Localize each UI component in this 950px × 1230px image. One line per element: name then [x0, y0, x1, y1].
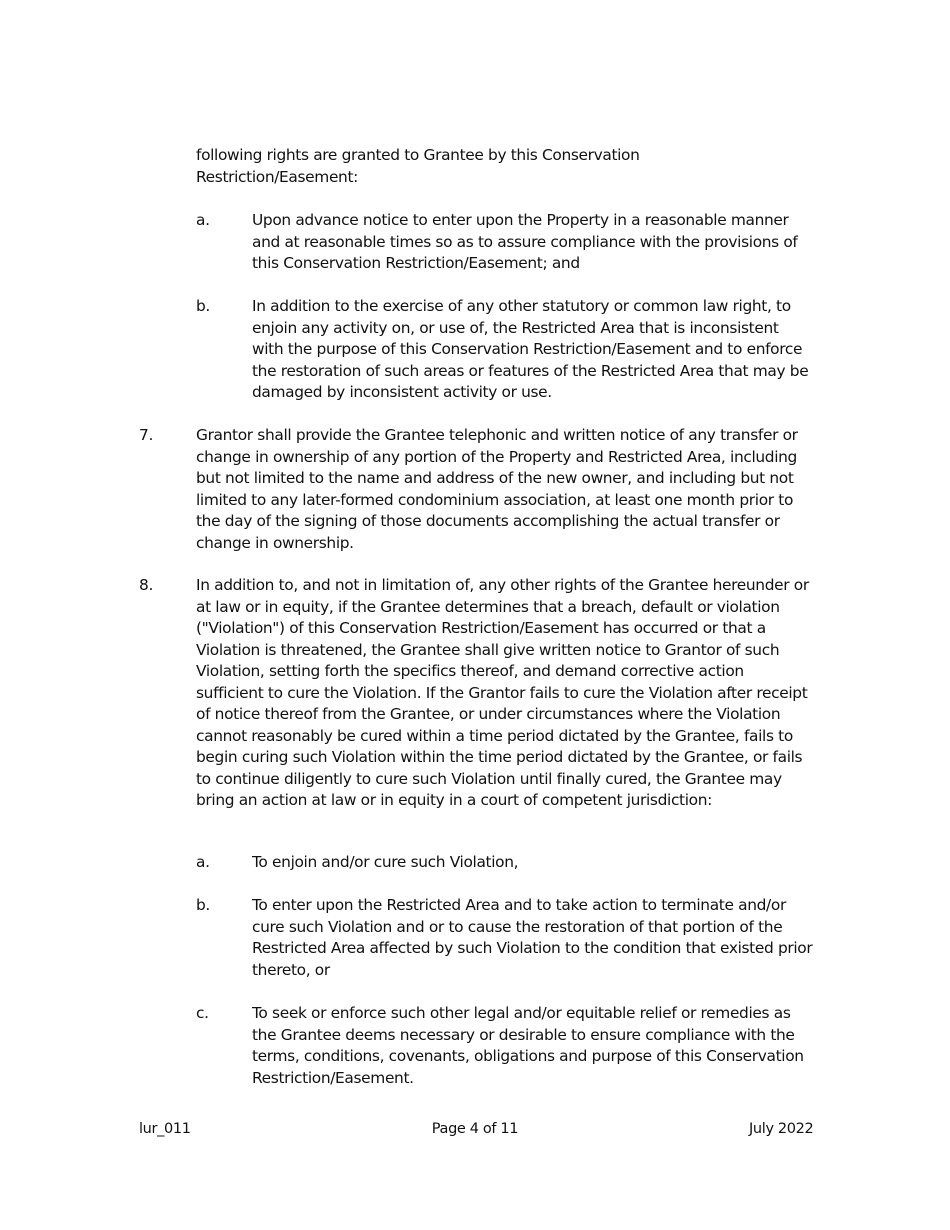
list-item-text: To enjoin and/or cure such Violation, [252, 853, 519, 871]
list-item-text: Upon advance notice to enter upon the Property in a reasonable manner and at reasonable times so as to assure compliance with the provisions of this Conservation Restriction/Easement; and [252, 211, 798, 272]
section-text: In addition to, and not in limitation of, any other rights of the Grantee hereunder or at law or in equity, if the Grantee determines that a breach, default or violation ("Violation") of this Conservation Restriction/Easement has occurred or that a Violation is threatened, the Grantee shall give written notice to Grantor of such Violation, setting forth the specifics thereof, and demand corrective action sufficient to cure the Violation. If the Grantor fails to cure the Violation after receipt of notice thereof from the Grantee, or under circumstances where the Violation cannot reasonably be cured within a time period dictated by the Grantee, fails to begin curing such Violation within the time period dictated by the Grantee, or fails to continue diligently to cure such Violation until finally cured, the Grantee may bring an action at law or in equity in a court of competent jurisdiction: [196, 576, 809, 809]
section-text: Grantor shall provide the Grantee telephonic and written notice of any transfer or change in ownership of any portion of the Property and Restricted Area, including but not limited to the name and address of the new owner, and including but not limited to any later-formed condominium association, at least one month prior to the day of the signing of those documents accomplishing the actual transfer or change in ownership. [196, 426, 798, 552]
list-marker: a. [196, 853, 210, 871]
lead-paragraph: following rights are granted to Grantee by this Conservation Restriction/Easement: [196, 146, 640, 186]
list-item-text: In addition to the exercise of any other statutory or common law right, to enjoin any activity on, or use of, the Restricted Area that is inconsistent with the purpose of this Conservation Restriction/Easement and to enforce the restoration of such areas or features of the Restricted Area that may be damaged by inconsistent activity or use. [252, 297, 809, 401]
footer-page-number: Page 4 of 11 [431, 1121, 519, 1137]
section-number: 7. [139, 426, 153, 444]
list-marker: c. [196, 1004, 209, 1022]
list-marker: b. [196, 297, 210, 315]
list-marker: b. [196, 896, 210, 914]
footer-date: July 2022 [749, 1121, 814, 1137]
section-number: 8. [139, 576, 153, 594]
list-marker: a. [196, 211, 210, 229]
list-item-text: To seek or enforce such other legal and/or equitable relief or remedies as the Grantee deems necessary or desirable to ensure compliance with the terms, conditions, covenants, obligations and purpose of this Conservation Restriction/Easement. [252, 1004, 804, 1087]
footer-document-id: lur_011 [139, 1121, 191, 1137]
list-item-text: To enter upon the Restricted Area and to take action to terminate and/or cure such Violation and or to cause the restoration of that portion of the Restricted Area affected by such Violation to the condition that existed prior thereto, or [252, 896, 813, 979]
